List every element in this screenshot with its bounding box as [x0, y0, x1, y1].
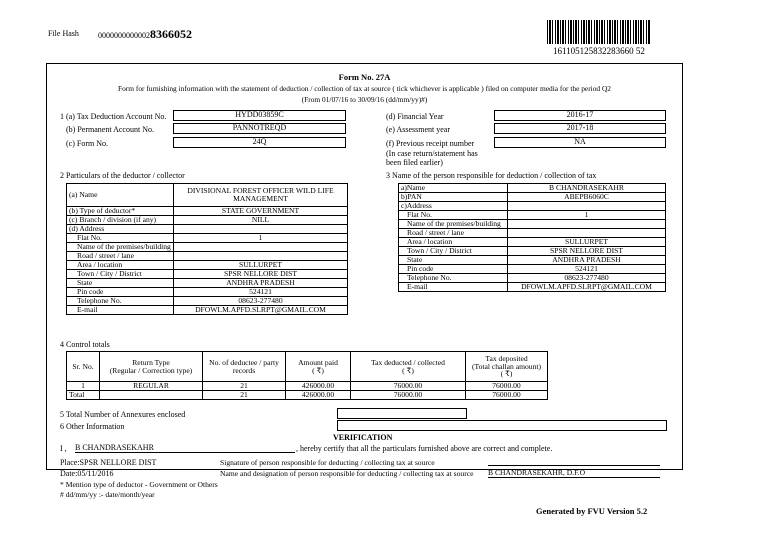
deductor-pin-value: 524121 [174, 288, 348, 297]
resp-phone-value: 08623-277480 [508, 274, 666, 283]
file-hash-label: File Hash [48, 29, 79, 38]
resp-address-label: c)Address [399, 202, 508, 211]
resp-address-value [508, 202, 666, 211]
pan-label: (b) Permanent Account No. [66, 125, 154, 134]
annexures-label: 5 Total Number of Annexures enclosed [60, 410, 186, 419]
deductor-table [66, 183, 348, 315]
resp-state-value: ANDHRA PRADESH [508, 256, 666, 265]
resp-state-label: State [399, 256, 508, 265]
col-tax-deducted-line1: Tax deducted / collected [371, 357, 445, 367]
resp-email-label: E-mail [399, 283, 508, 292]
note-deductor-type: * Mention type of deductor - Government or Others [60, 480, 218, 489]
col-return-type [100, 352, 203, 382]
verification-place: Place:SPSR NELLORE DIST [60, 458, 157, 467]
signature-label: Signature of person responsible for deducting / collecting tax at source [220, 458, 435, 467]
form-no-field: 24Q [173, 137, 346, 148]
deductor-name-value: DIVISIONAL FOREST OFFICER WILD LIFE MANAGEMENT [174, 184, 348, 207]
responsible-table [398, 183, 666, 292]
form-title: Form No. 27A [338, 72, 391, 82]
deductor-section-title: 2 Particulars of the deductor / collector [60, 171, 185, 180]
file-hash-value [98, 27, 192, 42]
col-deductees [203, 352, 286, 382]
pan-field: PANNOTREQD [173, 123, 346, 134]
designation-value: B CHANDRASEKAHR, D.F.O [488, 468, 660, 478]
deductor-email-value: DFOWLM.APFD.SLRPT@GMAIL.COM [174, 306, 348, 315]
control-totals-title: 4 Control totals [60, 340, 110, 349]
form-period: (From 01/07/16 to 30/09/16 (dd/mm/yy)#) [301, 95, 428, 104]
total-return-type [100, 391, 203, 400]
resp-area-label: Area / location [399, 238, 508, 247]
resp-pin-value: 524121 [508, 265, 666, 274]
tan-field: HYDD03859C [173, 110, 346, 121]
form-no-label: (c) Form No. [66, 139, 108, 148]
row-tax-deposited: 76000.00 [466, 382, 548, 391]
generated-by: Generated by FVU Version 5.2 [536, 506, 648, 516]
deductor-address-label: (d) Address [67, 225, 174, 234]
ay-field: 2017-18 [494, 123, 666, 134]
col-tax-deducted-line2: ( ₹) [402, 365, 414, 375]
signature-line [488, 456, 660, 466]
deductor-phone-value: 08623-277480 [174, 297, 348, 306]
prev-receipt-label-3: been filed earlier) [386, 158, 443, 167]
row-deductees: 21 [203, 382, 286, 391]
deductor-flat-label: Flat No. [67, 234, 174, 243]
col-deductees-line1: No. of deductee / party [209, 357, 279, 367]
total-tax-deducted: 76000.00 [351, 391, 466, 400]
col-tax-deposited [466, 352, 548, 382]
deductor-branch-value: NILL [174, 216, 348, 225]
deductor-premises-value [174, 243, 348, 252]
verification-date: Date:05/11/2016 [60, 469, 114, 478]
annexures-field [337, 408, 467, 419]
resp-name-value: B CHANDRASEKAHR [508, 184, 666, 193]
deductor-town-value: SPSR NELLORE DIST [174, 270, 348, 279]
control-totals-table [66, 351, 548, 400]
resp-pin-label: Pin code [399, 265, 508, 274]
total-label: Total [67, 391, 100, 400]
row-srno: 1 [67, 382, 100, 391]
form-subtitle: Form for furnishing information with the statement of deduction / collection of tax at source ( tick whichever is applicable ) filed on computer media for the period Q2 [118, 84, 611, 93]
resp-road-label: Road / street / lane [399, 229, 508, 238]
resp-flat-value: 1 [508, 211, 666, 220]
col-return-type-line1: Return Type [132, 357, 170, 367]
fy-label: (d) Financial Year [386, 112, 444, 121]
col-tax-deducted [351, 352, 466, 382]
resp-area-value: SULLURPET [508, 238, 666, 247]
col-amount-paid [286, 352, 351, 382]
col-amount-paid-line1: Amount paid [298, 357, 338, 367]
verification-i: I , [60, 444, 67, 453]
table-row [67, 382, 548, 391]
row-return-type: REGULAR [100, 382, 203, 391]
barcode-number: 161105125832283660 52 [553, 46, 645, 56]
barcode-image [547, 20, 651, 44]
resp-premises-value [508, 220, 666, 229]
total-row [67, 391, 548, 400]
deductor-email-label: E-mail [67, 306, 174, 315]
total-deductees: 21 [203, 391, 286, 400]
deductor-area-value: SULLURPET [174, 261, 348, 270]
row-tax-deducted: 76000.00 [351, 382, 466, 391]
deductor-area-label: Area / location [67, 261, 174, 270]
prev-receipt-field: NA [494, 137, 666, 148]
total-amount-paid: 426000.00 [286, 391, 351, 400]
deductor-flat-value: 1 [174, 234, 348, 243]
designation-label: Name and designation of person responsible for deducting / collecting tax at source [220, 469, 474, 478]
col-deductees-line2: records [232, 365, 256, 375]
deductor-premises-label: Name of the premises/building [67, 243, 174, 252]
col-tax-deposited-line1: Tax deposited [485, 354, 528, 364]
tan-label: 1 (a) Tax Deduction Account No. [60, 112, 167, 121]
verification-certify: , hereby certify that all the particulars furnished above are correct and complete. [296, 444, 553, 453]
note-date-format: # dd/mm/yy :- date/month/year [60, 490, 155, 499]
deductor-town-label: Town / City / District [67, 270, 174, 279]
file-hash-prefix: 0000000000002 [98, 31, 150, 40]
prev-receipt-label-1: (f) Previous receipt number [386, 139, 475, 148]
deductor-branch-label: (c) Branch / division (if any) [67, 216, 174, 225]
col-tax-deposited-line3: ( ₹) [500, 369, 513, 379]
col-tax-deposited-line2: (Total challan amount) [471, 361, 542, 371]
resp-pan-label: b)PAN [399, 193, 508, 202]
deductor-road-label: Road / street / lane [67, 252, 174, 261]
verification-title: VERIFICATION [333, 433, 393, 442]
other-info-label: 6 Other Information [60, 422, 125, 431]
resp-email-value: DFOWLM.APFD.SLRPT@GMAIL.COM [508, 283, 666, 292]
deductor-state-value: ANDHRA PRADESH [174, 279, 348, 288]
row-amount-paid: 426000.00 [286, 382, 351, 391]
file-hash-main: 8366052 [150, 27, 192, 41]
resp-road-value [508, 229, 666, 238]
deductor-type-value: STATE GOVERNMENT [174, 207, 348, 216]
deductor-pin-label: Pin code [67, 288, 174, 297]
resp-town-value: SPSR NELLORE DIST [508, 247, 666, 256]
col-srno: Sr. No. [67, 352, 100, 382]
col-return-type-line2: (Regular / Correction type) [109, 365, 193, 375]
resp-flat-label: Flat No. [399, 211, 508, 220]
prev-receipt-label-2: (In case return/statement has [386, 149, 478, 158]
total-tax-deposited: 76000.00 [466, 391, 548, 400]
deductor-type-label: (b) Type of deductor* [67, 207, 174, 216]
resp-phone-label: Telephone No. [399, 274, 508, 283]
col-amount-paid-line2: ( ₹) [312, 365, 324, 375]
resp-name-label: a)Name [399, 184, 508, 193]
deductor-address-value [174, 225, 348, 234]
resp-pan-value: ABEPB6060C [508, 193, 666, 202]
verification-name: B CHANDRASEKAHR [75, 443, 295, 453]
other-info-field [337, 420, 667, 431]
ay-label: (e) Assessment year [386, 125, 450, 134]
responsible-section-title: 3 Name of the person responsible for deduction / collection of tax [386, 171, 597, 180]
resp-town-label: Town / City / District [399, 247, 508, 256]
deductor-road-value [174, 252, 348, 261]
deductor-phone-label: Telephone No. [67, 297, 174, 306]
deductor-state-label: State [67, 279, 174, 288]
deductor-name-label: (a) Name [67, 184, 174, 207]
resp-premises-label: Name of the premises/building [399, 220, 508, 229]
fy-field: 2016-17 [494, 110, 666, 121]
